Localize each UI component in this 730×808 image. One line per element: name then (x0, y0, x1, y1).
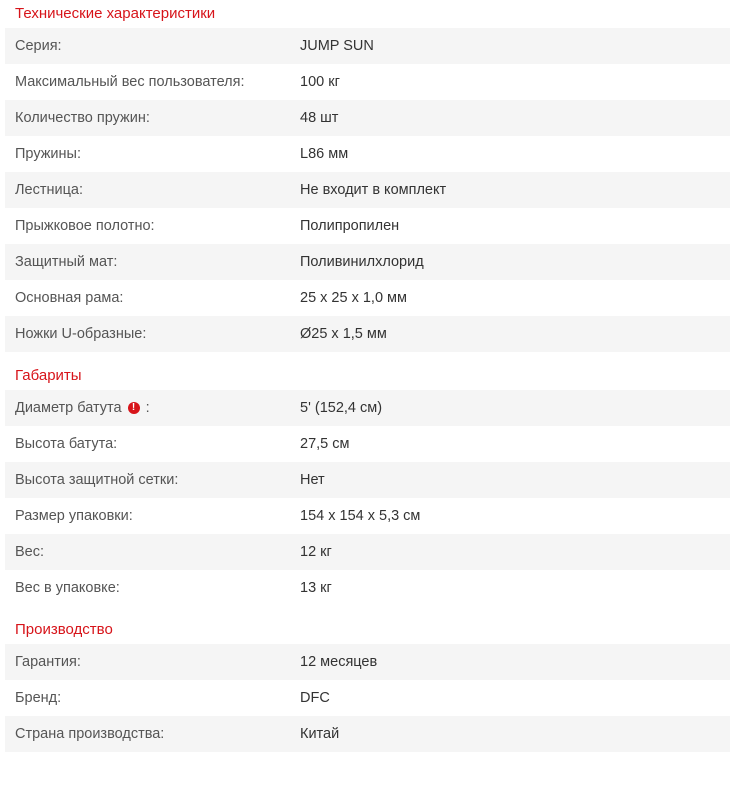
table-row (5, 462, 730, 498)
spec-label: Прыжковое полотно: (15, 218, 155, 234)
spec-label: Высота батута: (15, 436, 118, 452)
table-row (5, 570, 730, 606)
spec-value: JUMP SUN (300, 38, 374, 54)
section-title-tech: Технические характеристики (15, 5, 216, 22)
spec-label: Максимальный вес пользователя: (15, 74, 245, 90)
table-row (5, 390, 730, 426)
table-row (5, 136, 730, 172)
spec-label-text: Диаметр батута (15, 400, 122, 416)
table-row (5, 716, 730, 752)
spec-label: Вес: (15, 544, 45, 560)
spec-value: 154 х 154 х 5,3 см (300, 508, 421, 524)
spec-value: 100 кг (300, 74, 340, 90)
table-row (5, 100, 730, 136)
spec-value: Китай (300, 726, 340, 742)
spec-value: Поливинилхлорид (300, 254, 424, 270)
spec-label: Основная рама: (15, 290, 124, 306)
spec-label: Страна производства: (15, 726, 165, 742)
spec-label: Гарантия: (15, 654, 81, 670)
spec-label: Защитный мат: (15, 254, 118, 270)
spec-label: Вес в упаковке: (15, 580, 120, 596)
table-row (5, 316, 730, 352)
table-row (5, 426, 730, 462)
table-row (5, 208, 730, 244)
table-row (5, 498, 730, 534)
spec-label: Лестница: (15, 182, 83, 198)
section-title-production: Производство (15, 621, 113, 638)
dimensions-table (5, 390, 730, 606)
table-row (5, 28, 730, 64)
production-table (5, 644, 730, 752)
spec-value: Нет (300, 472, 325, 488)
spec-label: Количество пружин: (15, 110, 150, 126)
spec-label: Размер упаковки: (15, 508, 133, 524)
spec-value: L86 мм (300, 146, 349, 162)
tech-specs-table (5, 28, 730, 352)
table-row (5, 534, 730, 570)
spec-label: Бренд: (15, 690, 62, 706)
spec-label: Высота защитной сетки: (15, 472, 179, 488)
table-row (5, 644, 730, 680)
spec-label: Серия: (15, 38, 62, 54)
spec-label: Ножки U-образные: (15, 326, 147, 342)
spec-value: DFC (300, 690, 330, 706)
section-title-dimensions: Габариты (15, 367, 82, 384)
spec-value: Не входит в комплект (300, 182, 447, 198)
table-row (5, 172, 730, 208)
spec-value: 12 кг (300, 544, 332, 560)
spec-value: Полипропилен (300, 218, 400, 234)
table-row (5, 680, 730, 716)
spec-label (5, 400, 290, 416)
info-icon[interactable]: ! (128, 402, 140, 414)
spec-value: 12 месяцев (300, 654, 378, 670)
table-row (5, 64, 730, 100)
table-row (5, 244, 730, 280)
spec-value: 13 кг (300, 580, 332, 596)
spec-label-colon: : (145, 400, 150, 416)
spec-label: Пружины: (15, 146, 81, 162)
table-row (5, 280, 730, 316)
spec-value: Ø25 х 1,5 мм (300, 326, 387, 342)
spec-value: 48 шт (300, 110, 339, 126)
spec-value: 25 х 25 х 1,0 мм (300, 290, 407, 306)
spec-value: 5' (152,4 см) (300, 400, 383, 416)
spec-value: 27,5 см (300, 436, 350, 452)
